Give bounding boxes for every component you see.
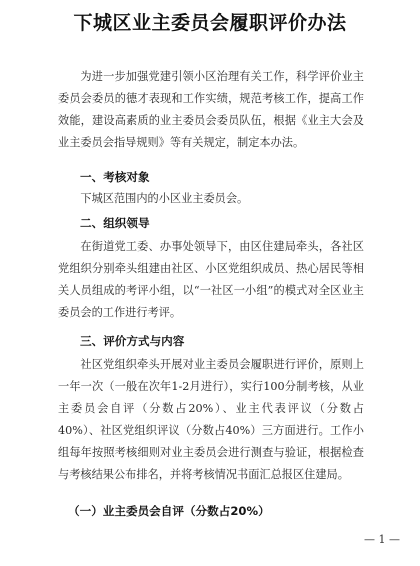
page-number: — 1 — (364, 533, 400, 546)
section-body-1: 下城区范围内的小区业主委员会。 (80, 192, 249, 205)
section-heading-1: 一、考核对象 (80, 170, 150, 184)
section-heading-3: 三、评价方式与内容 (80, 334, 185, 348)
intro-paragraph: 为进一步加强党建引领小区治理有关工作，科学评价业主委员会委员的德才表现和工作实绩，规范考核工作，提高工作效能，建设高素质的业主委员会委员队伍，根据《业主大会及业主委员会指导规则》等有关规定，制定本办法。 (58, 70, 364, 149)
section-body-3: 社区党组织牵头开展对业主委员会履职进行评价，原则上一年一次（一般在次年1-2月进行），实行100分制考核，从业主委员会自评（分数占20%）、业主代表评议（分数占40%）、社区党组织评议（分数占40%）三方面进行。工作小组每年按照考核细则对业主委员会进行测查与验证，根据检查与考核结果公布排名，并将考核情况书面汇总报区住建局。 (58, 358, 364, 481)
section-heading-2: 二、组织领导 (80, 216, 150, 230)
document-title: 下城区业主委员会履职评价办法 (73, 12, 347, 34)
subsection-heading-1: （一）业主委员会自评（分数占20%） (68, 504, 270, 518)
section-body-2: 在街道党工委、办事处领导下，由区住建局牵头，各社区党组织分别牵头组建由社区、小区党组织成员、热心居民等相关人员组成的考评小组，以“一社区一小组”的模式对全区业主委员会的工作进行考评。 (58, 240, 364, 319)
